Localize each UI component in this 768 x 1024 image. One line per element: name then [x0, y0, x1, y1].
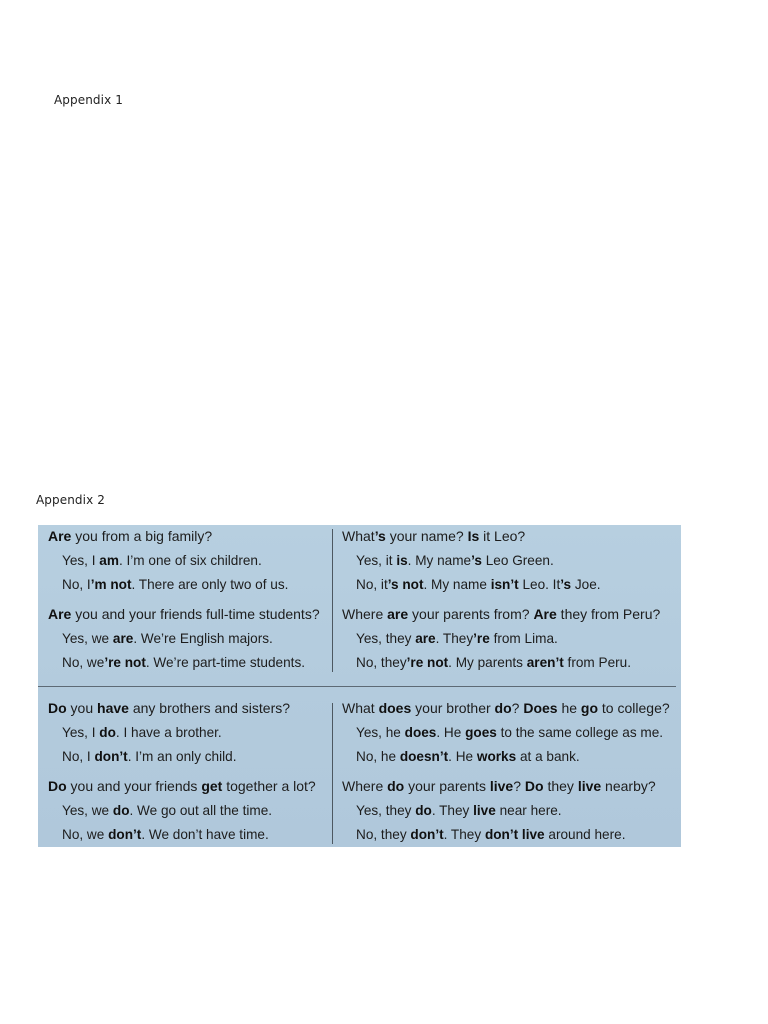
- text-segment: . My name: [423, 576, 491, 592]
- emphasized-word: ’m not: [90, 576, 132, 592]
- text-segment: your parents: [404, 778, 490, 794]
- text-segment: Yes, I: [62, 724, 100, 740]
- emphasized-word: Are: [533, 606, 557, 622]
- question-line: [342, 603, 660, 627]
- appendix-1-heading: Appendix 1: [54, 93, 123, 107]
- emphasized-word: are: [415, 630, 436, 646]
- text-segment: . They: [435, 630, 474, 646]
- text-segment: . He: [448, 748, 477, 764]
- no-answer-line: [48, 573, 288, 597]
- grammar-table-image: [38, 525, 681, 847]
- text-segment: . I’m an only child.: [127, 748, 237, 764]
- grammar-block-do-plural-wh: [342, 775, 656, 846]
- emphasized-word: Are: [48, 606, 72, 622]
- yes-answer-line: [342, 627, 660, 651]
- emphasized-word: Do: [48, 700, 67, 716]
- emphasized-word: is: [396, 552, 408, 568]
- text-segment: your parents from?: [408, 606, 534, 622]
- text-segment: from Lima.: [489, 630, 558, 646]
- text-segment: around here.: [544, 826, 626, 842]
- yes-answer-line: [342, 549, 601, 573]
- emphasized-word: live: [473, 802, 496, 818]
- question-line: [48, 697, 290, 721]
- text-segment: . My parents: [448, 654, 527, 670]
- emphasized-word: get: [201, 778, 223, 794]
- text-segment: . They: [431, 802, 474, 818]
- text-segment: at a bank.: [516, 748, 580, 764]
- emphasized-word: does: [404, 724, 437, 740]
- text-segment: . I’m one of six children.: [118, 552, 262, 568]
- no-answer-line: [48, 823, 316, 847]
- grammar-block-do-yes-no: [48, 697, 290, 768]
- text-segment: . We don’t have time.: [141, 826, 269, 842]
- text-segment: near here.: [495, 802, 562, 818]
- text-segment: Joe.: [571, 576, 601, 592]
- text-segment: No, they: [356, 654, 407, 670]
- text-segment: Yes, they: [356, 802, 416, 818]
- text-segment: . We go out all the time.: [129, 802, 273, 818]
- text-segment: Where: [342, 606, 388, 622]
- text-segment: Yes, they: [356, 630, 416, 646]
- grammar-block-does-wh: [342, 697, 670, 768]
- text-segment: he: [557, 700, 581, 716]
- emphasized-word: aren’t: [526, 654, 564, 670]
- text-segment: ?: [511, 700, 524, 716]
- text-segment: What: [342, 528, 375, 544]
- no-answer-line: [342, 651, 660, 675]
- emphasized-word: have: [97, 700, 129, 716]
- text-segment: Yes, he: [356, 724, 405, 740]
- text-segment: you and your friends full-time students?: [71, 606, 320, 622]
- text-segment: What: [342, 700, 379, 716]
- emphasized-word: don’t: [94, 748, 128, 764]
- no-answer-line: [342, 573, 601, 597]
- emphasized-word: are: [112, 630, 134, 646]
- emphasized-word: don’t live: [484, 826, 545, 842]
- emphasized-word: ’s not: [387, 576, 424, 592]
- grammar-block-be-plural-yes-no: [48, 603, 320, 674]
- emphasized-word: Is: [467, 528, 480, 544]
- emphasized-word: Are: [48, 528, 72, 544]
- text-segment: Leo Green.: [481, 552, 554, 568]
- no-answer-line: [48, 651, 320, 675]
- emphasized-word: Does: [523, 700, 558, 716]
- text-segment: they: [543, 778, 578, 794]
- text-segment: . We’re English majors.: [133, 630, 273, 646]
- emphasized-word: do: [387, 778, 405, 794]
- emphasized-word: isn’t: [490, 576, 519, 592]
- text-segment: Where: [342, 778, 388, 794]
- text-segment: nearby?: [601, 778, 656, 794]
- no-answer-line: [48, 745, 290, 769]
- text-segment: . He: [436, 724, 466, 740]
- vertical-divider-top: [332, 529, 333, 672]
- question-line: [342, 525, 601, 549]
- text-segment: from Peru.: [563, 654, 632, 670]
- emphasized-word: doesn’t: [399, 748, 449, 764]
- question-line: [48, 775, 316, 799]
- emphasized-word: works: [476, 748, 517, 764]
- text-segment: Yes, we: [62, 802, 113, 818]
- yes-answer-line: [48, 721, 290, 745]
- text-segment: you and your friends: [66, 778, 202, 794]
- text-segment: to the same college as me.: [496, 724, 664, 740]
- text-segment: they from Peru?: [556, 606, 661, 622]
- emphasized-word: does: [378, 700, 412, 716]
- grammar-block-do-plural-yes-no: [48, 775, 316, 846]
- text-segment: No, he: [356, 748, 400, 764]
- emphasized-word: am: [99, 552, 119, 568]
- no-answer-line: [342, 745, 670, 769]
- question-line: [342, 697, 670, 721]
- text-segment: your name?: [385, 528, 468, 544]
- emphasized-word: ’s: [374, 528, 386, 544]
- question-line: [48, 603, 320, 627]
- text-segment: ?: [513, 778, 525, 794]
- emphasized-word: do: [415, 802, 432, 818]
- emphasized-word: ’re not: [104, 654, 146, 670]
- grammar-block-be-wh: [342, 525, 601, 596]
- text-segment: . I have a brother.: [115, 724, 222, 740]
- emphasized-word: goes: [465, 724, 497, 740]
- text-segment: No, it: [356, 576, 388, 592]
- text-segment: together a lot?: [222, 778, 316, 794]
- horizontal-divider: [38, 686, 676, 687]
- text-segment: . We’re part-time students.: [145, 654, 306, 670]
- emphasized-word: do: [494, 700, 512, 716]
- yes-answer-line: [48, 627, 320, 651]
- text-segment: you from a big family?: [71, 528, 213, 544]
- emphasized-word: go: [580, 700, 599, 716]
- emphasized-word: Do: [524, 778, 544, 794]
- text-segment: to college?: [598, 700, 670, 716]
- text-segment: No, we: [62, 826, 109, 842]
- text-segment: Yes, it: [356, 552, 397, 568]
- emphasized-word: ’re: [473, 630, 490, 646]
- emphasized-word: ’re not: [406, 654, 449, 670]
- text-segment: No, we: [62, 654, 105, 670]
- text-segment: you: [66, 700, 98, 716]
- emphasized-word: live: [489, 778, 514, 794]
- text-segment: your brother: [411, 700, 495, 716]
- grammar-block-be-yes-no: [48, 525, 288, 596]
- text-segment: Yes, I: [62, 552, 100, 568]
- emphasized-word: do: [99, 724, 116, 740]
- text-segment: No, I: [62, 748, 95, 764]
- emphasized-word: don’t: [108, 826, 142, 842]
- yes-answer-line: [342, 799, 656, 823]
- emphasized-word: live: [577, 778, 602, 794]
- text-segment: No, they: [356, 826, 411, 842]
- question-line: [342, 775, 656, 799]
- vertical-divider-bottom: [332, 703, 333, 844]
- emphasized-word: are: [387, 606, 409, 622]
- yes-answer-line: [342, 721, 670, 745]
- emphasized-word: ’s: [560, 576, 572, 592]
- emphasized-word: Do: [48, 778, 67, 794]
- text-segment: Leo. It: [518, 576, 561, 592]
- text-segment: any brothers and sisters?: [128, 700, 291, 716]
- appendix-2-heading: Appendix 2: [36, 493, 105, 507]
- no-answer-line: [342, 823, 656, 847]
- yes-answer-line: [48, 549, 288, 573]
- yes-answer-line: [48, 799, 316, 823]
- question-line: [48, 525, 288, 549]
- text-segment: Yes, we: [62, 630, 113, 646]
- text-segment: . There are only two of us.: [131, 576, 289, 592]
- emphasized-word: do: [112, 802, 130, 818]
- text-segment: No, I: [62, 576, 91, 592]
- emphasized-word: don’t: [410, 826, 444, 842]
- text-segment: . They: [443, 826, 485, 842]
- text-segment: it Leo?: [479, 528, 526, 544]
- text-segment: . My name: [407, 552, 472, 568]
- emphasized-word: ’s: [471, 552, 482, 568]
- grammar-block-be-plural-wh: [342, 603, 660, 674]
